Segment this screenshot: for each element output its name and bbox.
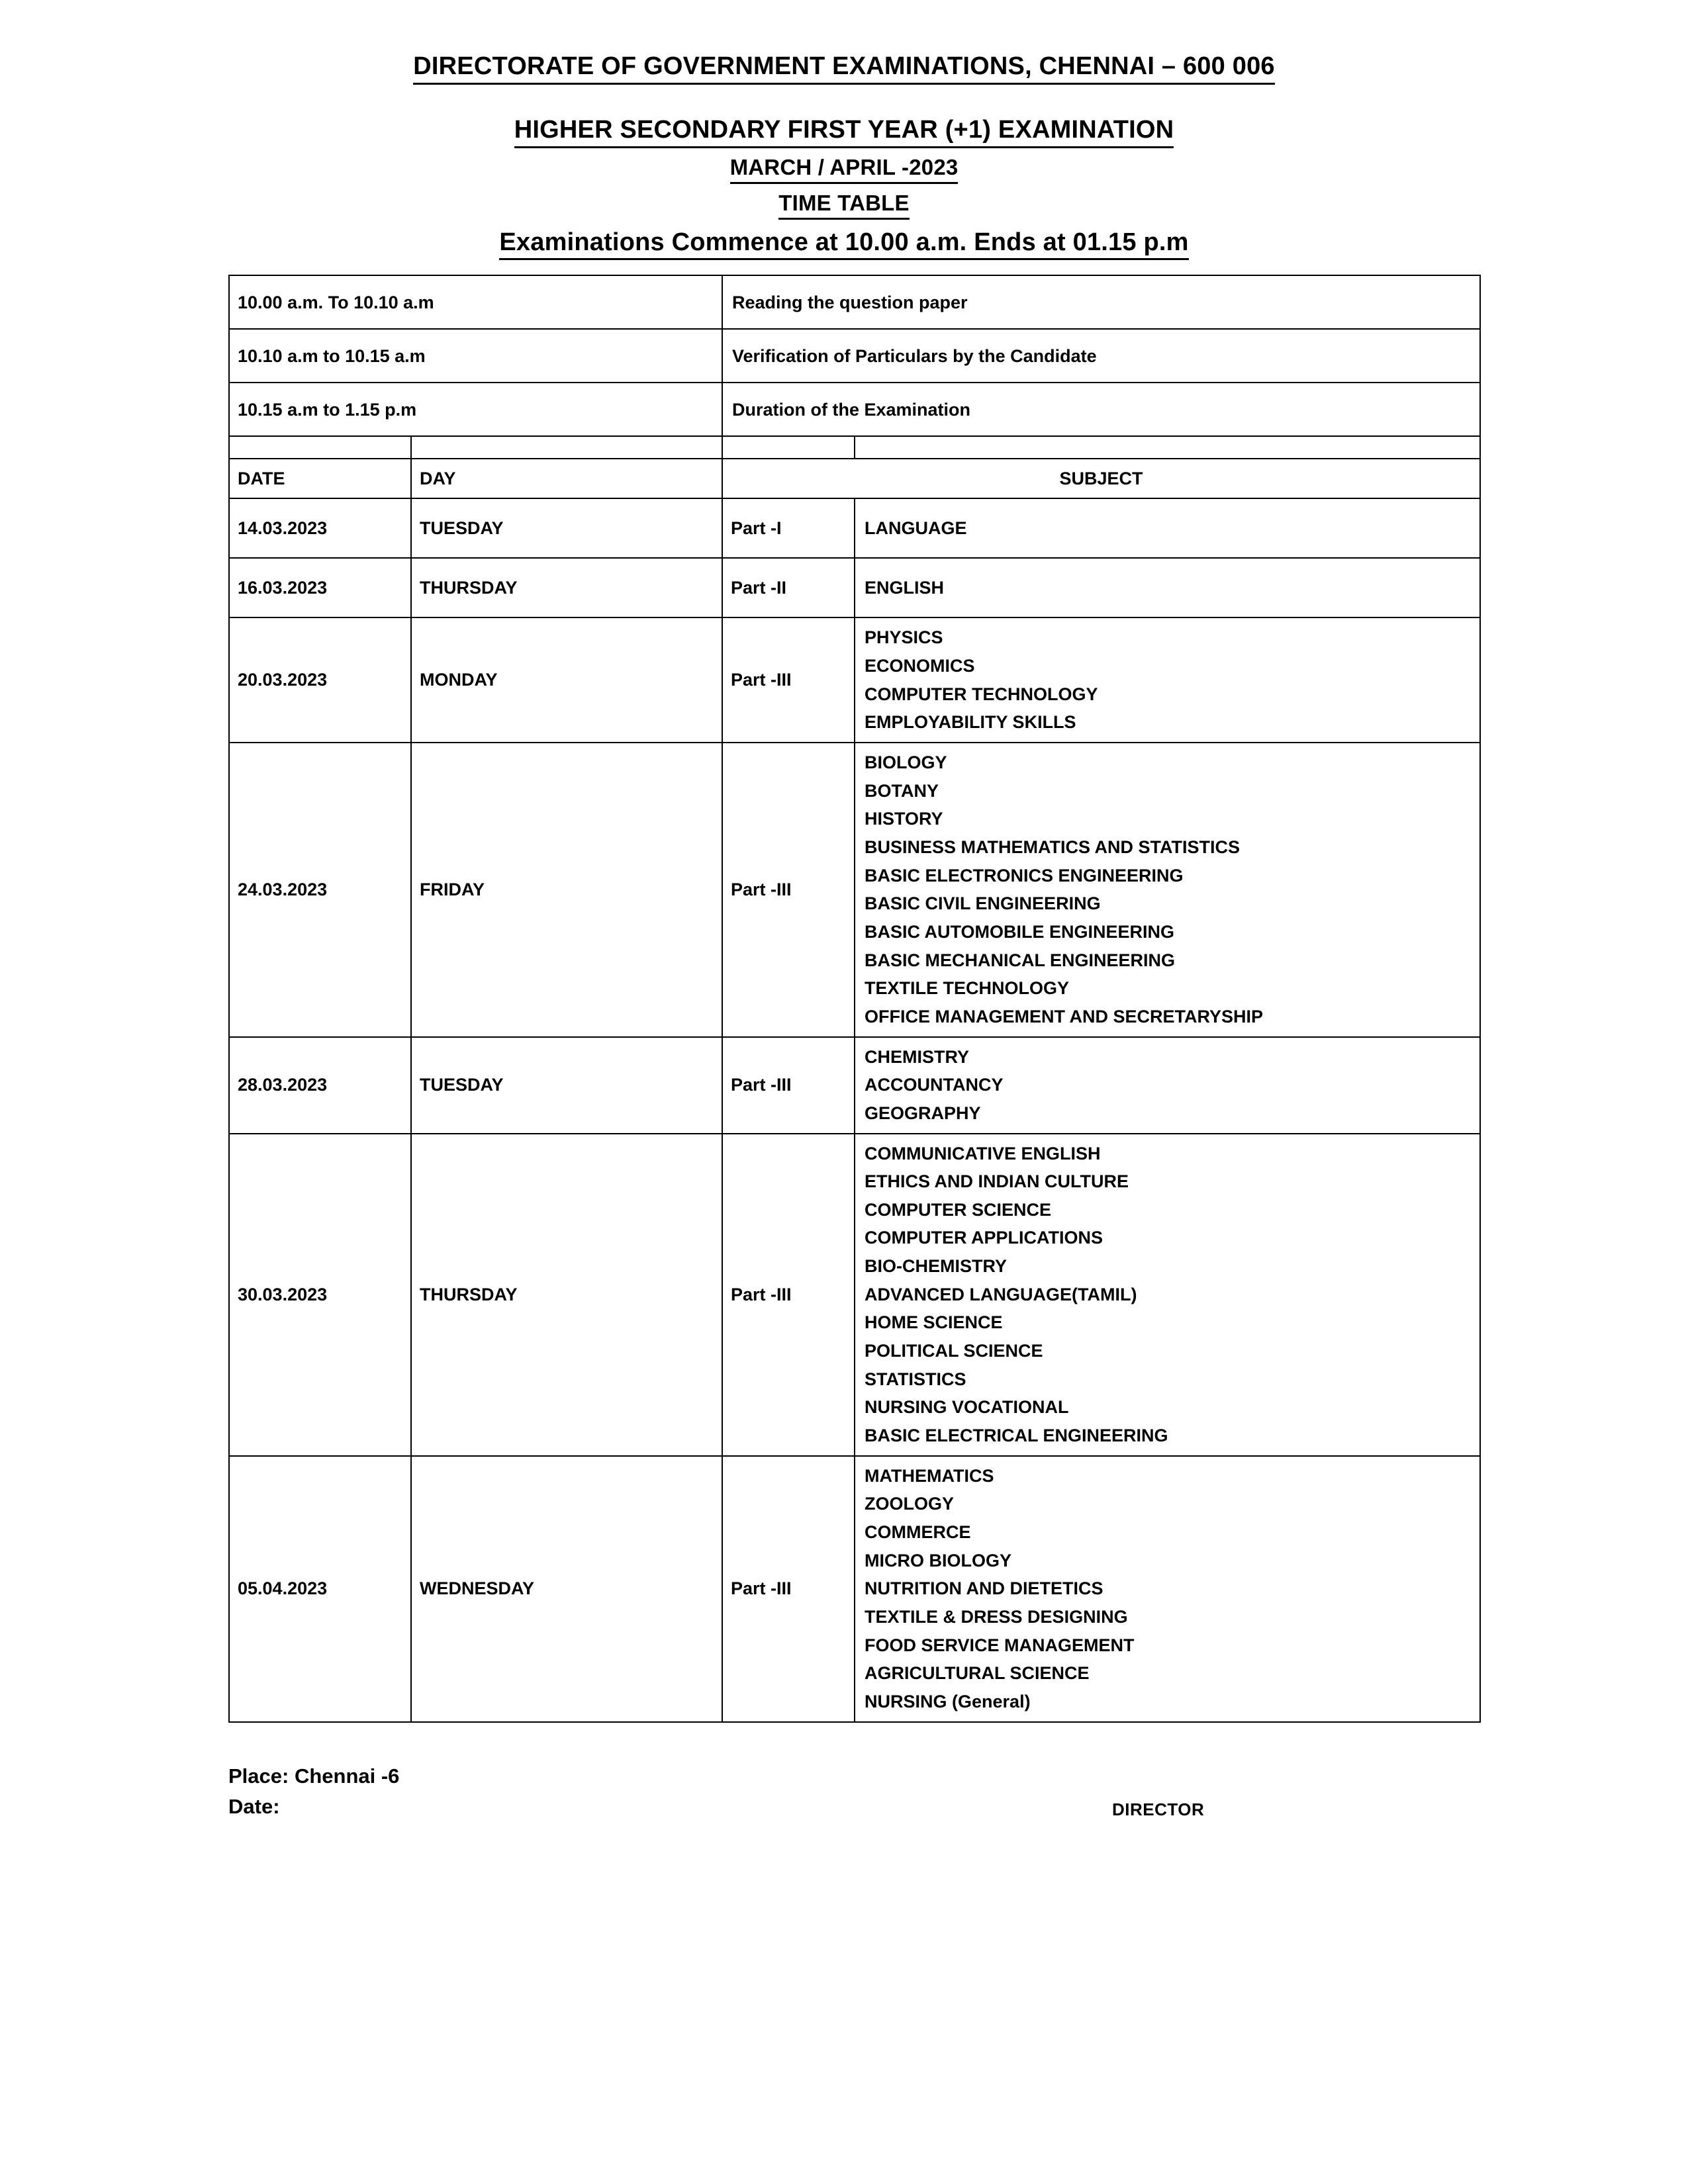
document-type-text: TIME TABLE: [778, 191, 910, 220]
subject-item: GEOGRAPHY: [865, 1103, 981, 1123]
subject-item: BOTANY: [865, 780, 939, 801]
subject-item: STATISTICS: [865, 1369, 966, 1389]
document-footer: [228, 1761, 1479, 1860]
exam-title: [0, 115, 1688, 148]
cell-day: FRIDAY: [411, 743, 722, 1037]
organisation-title: [0, 52, 1688, 85]
subject-item: CHEMISTRY: [865, 1046, 970, 1067]
table-row: [229, 1134, 1480, 1456]
subject-item: FOOD SERVICE MANAGEMENT: [865, 1635, 1135, 1655]
spacer-cell: [855, 436, 1480, 459]
subject-item: BASIC AUTOMOBILE ENGINEERING: [865, 921, 1175, 942]
cell-day: TUESDAY: [411, 1037, 722, 1134]
cell-date: 30.03.2023: [229, 1134, 411, 1456]
subject-item: COMPUTER TECHNOLOGY: [865, 684, 1098, 704]
subject-item: ETHICS AND INDIAN CULTURE: [865, 1171, 1129, 1192]
exam-timing-note: [0, 228, 1688, 261]
table-row: [229, 617, 1480, 743]
cell-part: Part -III: [722, 743, 855, 1037]
organisation-title-text: DIRECTORATE OF GOVERNMENT EXAMINATIONS, CHENNAI – 600 006: [413, 52, 1275, 85]
timing-row: [229, 329, 1480, 383]
exam-schedule-table: [228, 275, 1481, 1722]
cell-part: Part -III: [722, 1037, 855, 1134]
subject-item: HOME SCIENCE: [865, 1312, 1003, 1333]
cell-subjects: [855, 1134, 1480, 1456]
exam-timing-note-text: Examinations Commence at 10.00 a.m. Ends at 01.15 p.m: [499, 228, 1188, 261]
table-row: [229, 498, 1480, 558]
cell-subjects: [855, 498, 1480, 558]
subject-item: ZOOLOGY: [865, 1494, 955, 1514]
document-header: [0, 0, 1688, 260]
footer-date: Date:: [228, 1795, 280, 1819]
spacer-cell: [411, 436, 722, 459]
subject-item: NURSING (General): [865, 1691, 1031, 1711]
cell-part: Part -III: [722, 1456, 855, 1722]
subject-item: BASIC ELECTRICAL ENGINEERING: [865, 1426, 1168, 1446]
cell-date: 14.03.2023: [229, 498, 411, 558]
document-type: [0, 191, 1688, 220]
timing-row: [229, 383, 1480, 436]
timing-activity: Reading the question paper: [722, 275, 1480, 329]
footer-place: Place: Chennai -6: [228, 1764, 400, 1788]
subject-item: BASIC MECHANICAL ENGINEERING: [865, 950, 1176, 970]
subject-item: LANGUAGE: [865, 518, 967, 539]
cell-date: 16.03.2023: [229, 558, 411, 617]
subject-item: BIO-CHEMISTRY: [865, 1256, 1008, 1277]
cell-part: Part -III: [722, 617, 855, 743]
subject-item: MATHEMATICS: [865, 1465, 994, 1486]
table-header-row: [229, 459, 1480, 498]
subject-item: ACCOUNTANCY: [865, 1075, 1004, 1095]
column-header-day: DAY: [411, 459, 722, 498]
column-header-subject: SUBJECT: [722, 459, 1480, 498]
spacer-cell: [229, 436, 411, 459]
subject-item: COMPUTER SCIENCE: [865, 1199, 1052, 1220]
footer-signatory: DIRECTOR: [1112, 1799, 1205, 1819]
spacer-row: [229, 436, 1480, 459]
subject-item: BUSINESS MATHEMATICS AND STATISTICS: [865, 837, 1241, 857]
subject-item: HISTORY: [865, 809, 943, 829]
subject-item: BIOLOGY: [865, 752, 947, 772]
timing-slot: 10.15 a.m to 1.15 p.m: [229, 383, 722, 436]
cell-subjects: [855, 617, 1480, 743]
subject-item: BASIC CIVIL ENGINEERING: [865, 893, 1101, 914]
subject-item: COMMUNICATIVE ENGLISH: [865, 1143, 1101, 1163]
subject-item: OFFICE MANAGEMENT AND SECRETARYSHIP: [865, 1006, 1264, 1026]
column-header-date: DATE: [229, 459, 411, 498]
cell-day: THURSDAY: [411, 1134, 722, 1456]
table-body: [229, 275, 1480, 1721]
subject-item: COMPUTER APPLICATIONS: [865, 1228, 1103, 1248]
cell-subjects: [855, 743, 1480, 1037]
timing-slot: 10.10 a.m to 10.15 a.m: [229, 329, 722, 383]
table-row: [229, 743, 1480, 1037]
cell-date: 20.03.2023: [229, 617, 411, 743]
cell-date: 24.03.2023: [229, 743, 411, 1037]
subject-item: BASIC ELECTRONICS ENGINEERING: [865, 865, 1184, 886]
exam-month-year-text: MARCH / APRIL -2023: [730, 155, 959, 184]
subject-item: NUTRITION AND DIETETICS: [865, 1578, 1103, 1599]
cell-day: WEDNESDAY: [411, 1456, 722, 1722]
cell-part: Part -III: [722, 1134, 855, 1456]
subject-item: POLITICAL SCIENCE: [865, 1341, 1043, 1361]
exam-month-year: [0, 155, 1688, 184]
spacer-cell: [722, 436, 855, 459]
subject-item: NURSING VOCATIONAL: [865, 1397, 1069, 1418]
subject-item: MICRO BIOLOGY: [865, 1550, 1012, 1570]
timing-activity: Duration of the Examination: [722, 383, 1480, 436]
timing-slot: 10.00 a.m. To 10.10 a.m: [229, 275, 722, 329]
cell-subjects: [855, 1037, 1480, 1134]
cell-day: TUESDAY: [411, 498, 722, 558]
table-row: [229, 1037, 1480, 1134]
tables-container: [228, 275, 1479, 1722]
timing-activity: Verification of Particulars by the Candidate: [722, 329, 1480, 383]
subject-item: ENGLISH: [865, 578, 945, 598]
subject-item: EMPLOYABILITY SKILLS: [865, 712, 1076, 733]
timing-row: [229, 275, 1480, 329]
cell-subjects: [855, 1456, 1480, 1722]
subject-item: ECONOMICS: [865, 656, 975, 676]
cell-date: 28.03.2023: [229, 1037, 411, 1134]
subject-item: COMMERCE: [865, 1522, 971, 1543]
subject-item: TEXTILE TECHNOLOGY: [865, 978, 1070, 999]
cell-part: Part -I: [722, 498, 855, 558]
cell-subjects: [855, 558, 1480, 617]
cell-day: THURSDAY: [411, 558, 722, 617]
subject-item: PHYSICS: [865, 627, 943, 648]
subject-item: TEXTILE & DRESS DESIGNING: [865, 1607, 1128, 1627]
cell-part: Part -II: [722, 558, 855, 617]
cell-day: MONDAY: [411, 617, 722, 743]
subject-item: AGRICULTURAL SCIENCE: [865, 1663, 1090, 1684]
cell-date: 05.04.2023: [229, 1456, 411, 1722]
exam-title-text: HIGHER SECONDARY FIRST YEAR (+1) EXAMINATION: [514, 115, 1174, 148]
table-row: [229, 1456, 1480, 1722]
table-row: [229, 558, 1480, 617]
subject-item: ADVANCED LANGUAGE(TAMIL): [865, 1284, 1137, 1304]
